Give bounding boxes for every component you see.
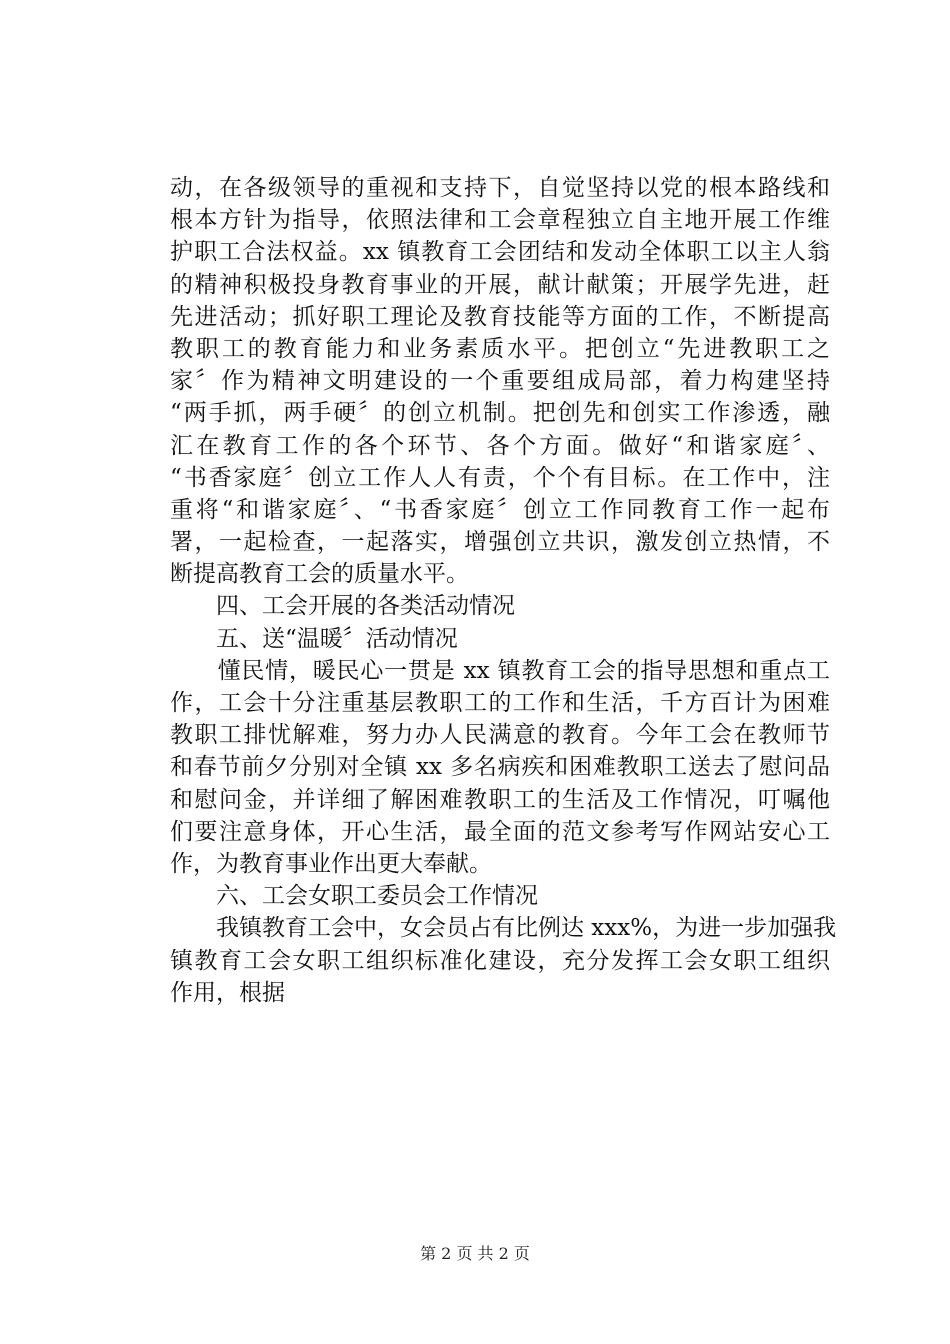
text-line: 们要注意身体，开心生活，最全面的范文参考写作网站安心工	[170, 818, 830, 845]
text-line: 先进活动；抓好职工理论及教育技能等方面的工作，不断提高	[170, 303, 830, 330]
text-line: 四、工会开展的各类活动情况	[170, 593, 515, 620]
text-line: 我镇教育工会中，女会员占有比例达 xxx%，为进一步加强我	[170, 915, 837, 942]
text-line: 家〞作为精神文明建设的一个重要组成局部，着力构建坚持	[170, 368, 830, 395]
text-line: 教职工排忧解难，努力办人民满意的教育。今年工会在教师节	[170, 722, 830, 749]
text-line: 汇在教育工作的各个环节、各个方面。做好“和谐家庭〞、	[170, 432, 830, 459]
text-line: 作，为教育事业作出更大奉献。	[170, 850, 492, 877]
text-line: 五、送“温暖〞活动情况	[170, 625, 458, 652]
text-line: 作，工会十分注重基层教职工的工作和生活，千方百计为困难	[170, 690, 830, 716]
text-line: 署，一起检查，一起落实，增强创立共识，激发创立热情，不	[170, 529, 830, 556]
text-line: 动，在各级领导的重视和支持下，自觉坚持以党的根本路线和	[170, 175, 830, 201]
page-footer: 第 2 页 共 2 页	[420, 1244, 530, 1263]
text-line: 作用，根据	[170, 979, 285, 1006]
document-body	[170, 172, 837, 1009]
text-line: 教职工的教育能力和业务素质水平。把创立“先进教职工之	[170, 335, 830, 362]
text-line: 断提高教育工会的质量水平。	[170, 561, 469, 588]
text-line: 和慰问金，并详细了解困难教职工的生活及工作情况，叮嘱他	[170, 786, 830, 813]
text-line: 护职工合法权益。xx 镇教育工会团结和发动全体职工以主人翁	[170, 239, 830, 266]
text-line: 六、工会女职工委员会工作情况	[170, 883, 538, 910]
text-line: 的精神积极投身教育事业的开展，献计献策；开展学先进，赶	[170, 271, 830, 298]
text-line: “书香家庭〞创立工作人人有责，个个有目标。在工作中，注	[170, 464, 830, 491]
text-line: 根本方针为指导，依照法律和工会章程独立自主地开展工作维	[170, 207, 830, 234]
text-line: “两手抓，两手硬〞的创立机制。把创先和创实工作渗透，融	[170, 400, 830, 427]
text-line: 和春节前夕分别对全镇 xx 多名病疾和困难教职工送去了慰问品	[170, 754, 830, 781]
text-line: 镇教育工会女职工组织标准化建设，充分发挥工会女职工组织	[170, 947, 830, 974]
text-line: 懂民情，暖民心一贯是 xx 镇教育工会的指导思想和重点工	[170, 657, 830, 684]
text-line: 重将“和谐家庭〞、“书香家庭〞创立工作同教育工作一起布	[170, 496, 830, 523]
